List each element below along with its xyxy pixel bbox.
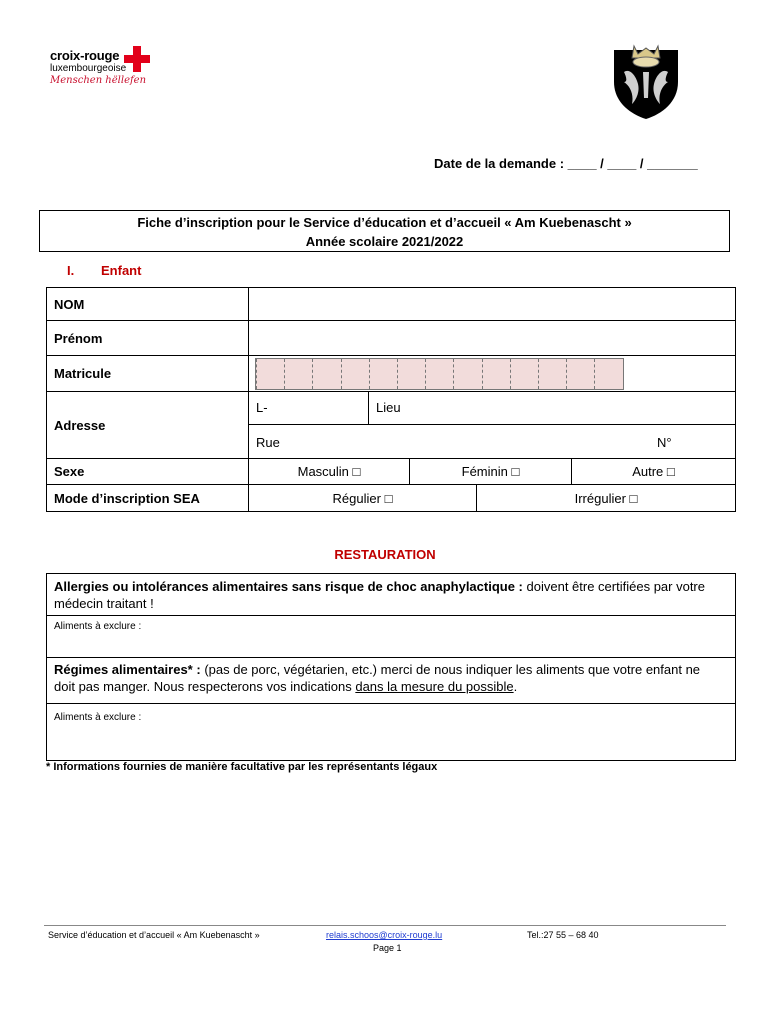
label-nom: NOM (46, 287, 249, 321)
restauration-box (46, 573, 736, 761)
city-field[interactable] (368, 391, 736, 425)
label-prenom: Prénom (46, 320, 249, 356)
regimes-end: . (513, 679, 518, 694)
page-number: Page 1 (373, 943, 402, 953)
street-label: Rue (256, 435, 280, 450)
postcode-field[interactable] (248, 391, 369, 425)
divider (47, 615, 735, 616)
logo-tagline: Menschen hëllefen (50, 75, 147, 86)
regimes-underlined: dans la mesure du possible (355, 679, 514, 694)
matricule-digit[interactable] (538, 359, 566, 389)
allergies-note: doivent être certifiées par votre médecin traitant ! (54, 579, 705, 611)
regimes-heading: Régimes alimentaires* : (54, 662, 201, 677)
prenom-field[interactable] (248, 320, 736, 356)
option-masculin[interactable]: Masculin □ (248, 458, 410, 485)
matricule-digit[interactable] (594, 359, 622, 389)
school-year: Année scolaire 2021/2022 (305, 234, 464, 249)
aliments-exclure-field-1[interactable] (55, 636, 725, 656)
label-adresse: Adresse (46, 391, 249, 459)
postcode-prefix: L- (256, 400, 268, 415)
section-number: I. (67, 263, 75, 278)
divider (47, 703, 735, 704)
label-sexe: Sexe (46, 458, 249, 485)
matricule-digit[interactable] (453, 359, 481, 389)
nom-field[interactable] (248, 287, 736, 321)
red-cross-icon (124, 46, 150, 72)
matricule-digit[interactable] (369, 359, 397, 389)
allergies-text (54, 578, 724, 612)
label-mode-inscription: Mode d’inscription SEA (46, 484, 249, 512)
footnote: * Informations fournies de manière facultative par les représentants légaux (46, 761, 438, 773)
matricule-digit[interactable] (566, 359, 594, 389)
allergies-heading: Allergies ou intolérances alimentaires sans risque de choc anaphylactique : (54, 579, 523, 594)
matricule-digit[interactable] (341, 359, 369, 389)
option-regulier[interactable]: Régulier □ (248, 484, 477, 512)
matricule-digit[interactable] (425, 359, 453, 389)
label-matricule: Matricule (46, 355, 249, 392)
aliments-exclure-field-2[interactable] (55, 728, 725, 756)
matricule-digit[interactable] (312, 359, 340, 389)
matricule-digit[interactable] (397, 359, 425, 389)
form-title: Fiche d’inscription pour le Service d’éducation et d’accueil « Am Kuebenascht » (137, 215, 632, 230)
aliments-exclure-label-1: Aliments à exclure : (54, 621, 142, 632)
street-field[interactable] (248, 424, 736, 459)
municipal-crest-icon (610, 42, 682, 120)
option-irregulier[interactable]: Irrégulier □ (476, 484, 736, 512)
matricule-digit[interactable] (284, 359, 312, 389)
house-number-label: N° (657, 435, 672, 450)
option-autre[interactable]: Autre □ (571, 458, 736, 485)
request-date-line: Date de la demande : ____ / ____ / _______ (434, 156, 698, 171)
divider (47, 657, 735, 658)
aliments-exclure-label-2: Aliments à exclure : (54, 712, 142, 723)
croix-rouge-logo (46, 44, 156, 94)
logo-name: croix-rouge (50, 48, 120, 63)
regimes-note: (pas de porc, végétarien, etc.) merci de nous indiquer les aliments que votre enfant ne doit pas manger. Nous respecterons vos indications (54, 662, 701, 694)
matricule-digit[interactable] (482, 359, 510, 389)
footer-email-link[interactable]: relais.schoos@croix-rouge.lu (326, 930, 443, 940)
regimes-text (54, 661, 724, 695)
footer-service-name: Service d’éducation et d’accueil « Am Kuebenascht » (48, 930, 260, 940)
form-title-box (39, 210, 730, 252)
city-label: Lieu (376, 400, 401, 415)
footer-telephone: Tel.:27 55 – 68 40 (527, 930, 599, 940)
matricule-digit[interactable] (510, 359, 538, 389)
logo-subname: luxembourgeoise (50, 63, 127, 74)
matricule-digit[interactable] (256, 359, 284, 389)
section-heading-enfant (67, 263, 141, 278)
option-feminin[interactable]: Féminin □ (409, 458, 572, 485)
restauration-heading: RESTAURATION (334, 547, 436, 562)
section-title: Enfant (101, 263, 142, 278)
footer-divider (44, 925, 726, 926)
